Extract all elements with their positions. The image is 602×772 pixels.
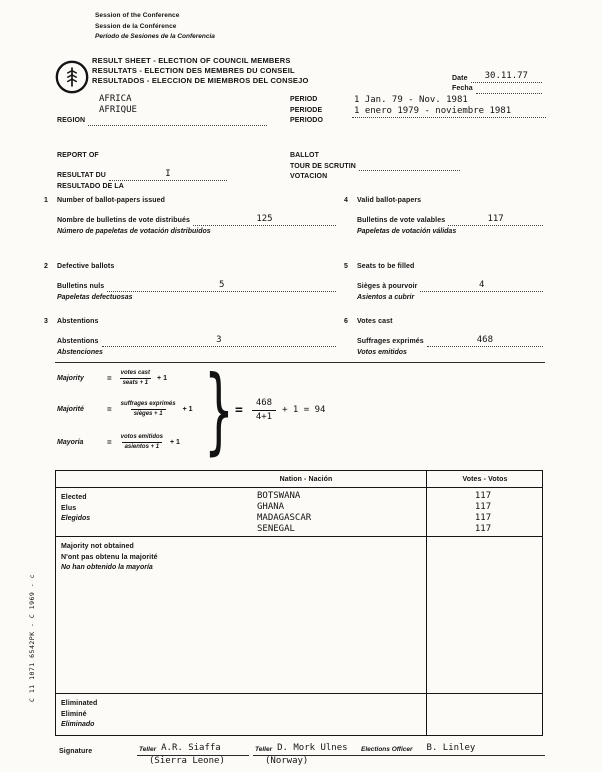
majority-calculation (235, 398, 325, 423)
teller-label: Teller (255, 746, 273, 753)
field-label-fr: Sièges à pourvoir (357, 283, 418, 290)
session-line-es: Período de Sesiones de la Conferencia (95, 33, 215, 40)
calc-numerator: 468 (255, 398, 273, 408)
teller-country: (Sierra Leone) (149, 756, 225, 766)
majority-row-en (57, 370, 167, 387)
fraction-numerator: suffrages exprimés (120, 401, 176, 407)
elections-officer-signature (359, 743, 545, 756)
elected-labels (56, 488, 252, 536)
session-line-fr: Session de la Conférence (95, 22, 177, 30)
session-line-en: Session of the Conference (95, 12, 180, 19)
nation-votes: 117 (474, 491, 492, 501)
ballot-label-es: VOTACION (290, 173, 328, 180)
eliminated-labels (56, 694, 254, 735)
dotted-leader (102, 328, 336, 347)
field-label-fr: Suffrages exprimés (357, 338, 424, 345)
dotted-leader (448, 207, 543, 226)
eliminated-label-es: Eliminado (61, 721, 95, 728)
nation-votes: 117 (474, 524, 492, 534)
ballot-label-en: BALLOT (290, 152, 319, 159)
majority-formula (57, 356, 387, 468)
field-label-es: Asientos a cubrir (357, 293, 415, 301)
majority-not-obtained-section (56, 537, 542, 694)
report-row (57, 162, 229, 182)
fraction (118, 434, 166, 451)
title-line-fr: RESULTATS - ELECTION DES MEMBRES DU CONSEIL (92, 66, 295, 75)
eliminated-label-en: Eliminated (61, 700, 98, 707)
nation-name: SENEGAL (257, 524, 295, 534)
field-number: 2 (44, 263, 48, 270)
date-label: Date (452, 74, 468, 82)
nation-name: MADAGASCAR (257, 513, 312, 523)
calc-fraction (252, 398, 276, 423)
fraction-denominator: sièges + 1 (131, 409, 166, 418)
eliminated-section (56, 694, 542, 735)
ballot-label-fr: TOUR DE SCRUTIN (290, 162, 356, 170)
table-row (252, 513, 542, 524)
ballot-dotted-leader (359, 170, 460, 171)
signature-line (253, 743, 365, 756)
teller-name: D. Mork Ulnes (277, 743, 348, 753)
fraction-numerator: votes cast (120, 370, 151, 376)
date-field (452, 64, 544, 95)
report-label-en: REPORT OF (57, 152, 99, 159)
field-abstentions (44, 317, 338, 358)
field-label-es: Papeletas de votación válidas (357, 227, 457, 235)
results-table (55, 470, 543, 736)
teller-name: A.R. Siaffa (161, 743, 221, 753)
teller-country: (Norway) (265, 756, 309, 766)
region-field (57, 94, 269, 127)
majority-row-fr (57, 401, 193, 418)
period-value-es: 1 enero 1979 - noviembre 1981 (354, 106, 512, 116)
not-obtained-labels (56, 537, 254, 693)
field-label-es: Número de papeletas de votación distribuidos (57, 227, 211, 235)
equals-sign: = (107, 374, 112, 383)
majority-label: Majority (57, 375, 84, 382)
nation-votes: 117 (474, 502, 492, 512)
ballot-field (290, 151, 462, 183)
elected-section (56, 488, 542, 537)
nation-column-header: Nation - Nación (279, 476, 333, 483)
period-value-en: 1 Jan. 79 - Nov. 1981 (354, 95, 468, 105)
field-label-en: Number of ballot-papers issued (57, 197, 166, 204)
officer-name: B. Linley (426, 743, 476, 753)
dotted-leader (107, 273, 336, 292)
table-row (252, 524, 542, 535)
report-label-es: RESULTADO DE LA (57, 182, 124, 190)
field-label-fr: Nombre de bulletins de vote distribués (57, 217, 190, 224)
majority-row-es (57, 434, 180, 451)
field-number: 4 (344, 197, 348, 204)
date-dotted-leader (471, 64, 542, 83)
field-label-fr: Abstentions (57, 338, 99, 345)
date-row-es (452, 84, 544, 95)
field-number: 1 (44, 197, 48, 204)
eliminated-label-fr: Eliminé (61, 710, 87, 718)
region-value-fr: AFRIQUE (99, 105, 137, 115)
wheat-emblem-icon (55, 60, 89, 94)
field-label-en: Defective ballots (57, 263, 115, 270)
report-dotted-leader (109, 162, 227, 181)
session-header (95, 11, 215, 43)
field-label-es: Abstenciones (57, 348, 103, 356)
signature-row (57, 743, 545, 771)
report-value: I (165, 168, 171, 179)
form-code: C 11 1071 6542PK - C 1969 - c (28, 574, 36, 702)
title-line-en: RESULT SHEET - ELECTION OF COUNCIL MEMBERS (92, 56, 291, 65)
field-value: 4 (479, 279, 485, 290)
ballot-row (290, 162, 462, 173)
field-value: 125 (256, 213, 273, 224)
section-divider-line (55, 362, 545, 363)
dotted-leader (420, 273, 543, 292)
signature-line (137, 743, 249, 756)
table-row (252, 491, 542, 502)
officer-label: Elections Officer (361, 746, 413, 753)
field-valid-ballot-papers (344, 196, 545, 237)
title-line-es: RESULTADOS - ELECCION DE MIEMBROS DEL CONSEJO (92, 76, 309, 85)
teller-label: Teller (139, 746, 157, 753)
field-value: 5 (218, 279, 225, 290)
field-defective-ballots (44, 262, 338, 303)
field-label-fr: Bulletins nuls (57, 283, 105, 290)
dotted-leader (427, 328, 543, 347)
period-field (290, 95, 546, 131)
region-value-en: AFRICA (99, 94, 132, 104)
date-row (452, 64, 544, 84)
date-value: 30.11.77 (484, 71, 528, 81)
dotted-leader (193, 207, 336, 226)
table-row (252, 502, 542, 513)
form-title (92, 56, 309, 86)
field-label-en: Seats to be filled (357, 263, 415, 270)
fraction-suffix: + 1 (182, 406, 193, 413)
majority-label: Majorité (57, 406, 84, 413)
majority-label: Mayoría (57, 439, 84, 446)
field-label-fr: Bulletins de vote valables (357, 217, 446, 224)
nation-name: GHANA (257, 502, 285, 512)
region-label: REGION (57, 117, 86, 124)
field-number: 6 (344, 318, 348, 325)
equals-sign: = (107, 438, 112, 447)
region-dotted-leader (88, 125, 267, 126)
field-label-es: Papeletas defectuosas (57, 293, 133, 301)
fecha-dotted-leader (476, 93, 542, 94)
fraction-suffix: + 1 (170, 439, 180, 446)
elected-label-fr: Elus (61, 504, 77, 512)
fraction (118, 370, 153, 387)
votes-column-divider (426, 471, 427, 735)
field-label-en: Abstentions (57, 318, 99, 325)
signature-label: Signature (59, 748, 93, 755)
calc-result: + 1 = 94 (282, 405, 326, 415)
fraction (118, 401, 179, 418)
teller1-signature (137, 743, 249, 767)
nation-name: BOTSWANA (257, 491, 301, 501)
fraction-denominator: asientos + 1 (122, 442, 163, 451)
field-label-es: Votos emitidos (357, 348, 407, 356)
period-dotted-leader (352, 117, 546, 118)
field-value: 117 (487, 213, 504, 224)
field-label-en: Valid ballot-papers (357, 197, 422, 204)
not-obtained-label-fr: N'ont pas obtenu la majorité (61, 553, 158, 561)
elected-label-es: Elegidos (61, 515, 91, 522)
period-label-fr: PERIODE (290, 106, 323, 114)
fraction-denominator: seats + 1 (120, 378, 152, 387)
field-value: 468 (476, 334, 494, 345)
period-label-es: PERIODO (290, 117, 323, 124)
table-header-row (56, 471, 542, 488)
signature-line (359, 743, 545, 756)
report-of-field (57, 151, 229, 192)
nation-votes: 117 (474, 513, 492, 523)
fraction-numerator: votos emitidos (120, 434, 164, 440)
field-value: 3 (216, 334, 222, 345)
field-label-en: Votes cast (357, 318, 393, 325)
period-label-en: PERIOD (290, 96, 318, 103)
field-ballot-papers-issued (44, 196, 338, 237)
report-label-fr: RESULTAT DU (57, 172, 106, 179)
elected-label-en: Elected (61, 494, 87, 501)
equals-sign: = (235, 403, 243, 418)
not-obtained-label-es: No han obtenido la mayoría (61, 564, 153, 571)
teller2-signature (253, 743, 365, 767)
field-seats-to-be-filled (344, 262, 545, 303)
field-number: 3 (44, 318, 48, 325)
date-label-es: Fecha (452, 85, 473, 92)
not-obtained-label-en: Majority not obtained (61, 543, 134, 550)
field-votes-cast (344, 317, 545, 358)
fao-logo (55, 60, 89, 94)
fraction-suffix: + 1 (157, 375, 167, 382)
votes-column-header: Votes - Votos (462, 476, 508, 483)
equals-sign: = (107, 405, 112, 414)
field-number: 5 (344, 263, 348, 270)
region-label-row (57, 116, 269, 127)
calc-denominator: 4+1 (252, 410, 276, 423)
brace-glyph: } (204, 356, 234, 465)
